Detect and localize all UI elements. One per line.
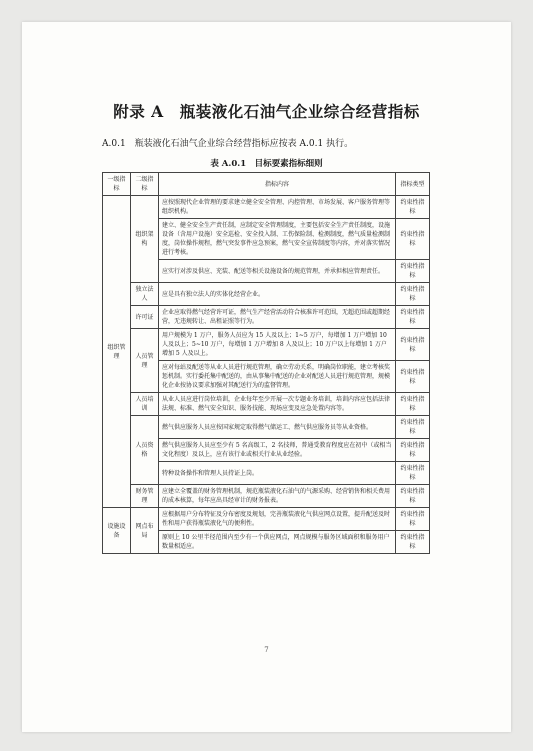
sub-network: 网点布局: [131, 508, 159, 554]
table-row: [103, 196, 430, 219]
sub-training: 人员培训: [131, 393, 159, 416]
row-content: 应根据用户分布特征及分布密度及规划，完善瓶装液化气供应网点设置，提升配送及时性和用户获得瓶装液化气的便利性。: [159, 508, 396, 531]
page-number: 7: [264, 646, 269, 654]
row-content: 建立、健全安全生产责任制，应制定安全管理制度，主要包括安全生产责任制度，设施设备（含用户设施）安全巡检、安全投入制、工伤保险制、检测制度，燃气质量检测制度，岗位操作规程，燃气突发事件应急预案，燃气安全宣传制度等内容，并对落实情况进行考核。: [159, 219, 396, 260]
group-org: 组织管理: [103, 196, 131, 508]
row-type: 约束性指标: [396, 508, 430, 531]
header-level1: 一级指标: [103, 173, 131, 196]
row-content: 应实行对涉及供应、充装、配送等相关设施设备的规范管理，并承担相应管理责任。: [159, 260, 396, 283]
table-caption: 表 A.0.1 目标要素指标细则: [210, 159, 323, 169]
document-page: [22, 22, 511, 732]
table-header-row: [103, 173, 430, 196]
row-type: 约束性指标: [396, 531, 430, 554]
row-type: 约束性指标: [396, 306, 430, 329]
row-type: 约束性指标: [396, 416, 430, 439]
row-content: 燃气供应服务人员应至少有 5 名高级工，2 名技师，普通受教育程度应在初中（或相当文化程度）及以上，应有该行业或相关行业从业经验。: [159, 439, 396, 462]
table-row: [103, 306, 430, 329]
header-type: 指标类型: [396, 173, 430, 196]
row-content: 用户规模为 1 万户，服务人员应为 15 人及以上；1~5 万户，每增加 1 万户增加 10 人及以上；5~10 万户，每增加 1 万户增加 8 人及以上；10 万户以上每增加 1 万户增加 5 人及以上。: [159, 329, 396, 361]
sub-legal: 独立法人: [131, 283, 159, 306]
header-content: 指标内容: [159, 173, 396, 196]
row-content: 原则上 10 公里半径范围内至少有一个供应网点，网点规模与服务区域面积和服务用户数量相适应。: [159, 531, 396, 554]
appendix-title: 附录 A 瓶装液化石油气企业综合经营指标: [113, 102, 420, 121]
row-type: 约束性指标: [396, 485, 430, 508]
sub-staff-mgmt: 人员管理: [131, 329, 159, 393]
row-type: 约束性指标: [396, 439, 430, 462]
table-row: [103, 393, 430, 416]
row-type: 约束性指标: [396, 196, 430, 219]
table-row: [103, 283, 430, 306]
row-content: 应建立全覆盖的财务管理机制，规范瓶装液化石油气的气源采购、经营销售和相关费用的成本核算，每年应出具经审计的财务报表。: [159, 485, 396, 508]
row-type: 约束性指标: [396, 283, 430, 306]
row-type: 约束性指标: [396, 219, 430, 260]
row-content: 特种设备操作和管理人员持证上岗。: [159, 462, 396, 485]
sub-finance: 财务管理: [131, 485, 159, 508]
row-type: 约束性指标: [396, 393, 430, 416]
table-row: [103, 416, 430, 439]
row-content: 燃气供应服务人员应按国家规定取得燃气储运工、燃气供应服务员等从业资格。: [159, 416, 396, 439]
row-content: 应对每站及配送等从业人员进行规范管理，确立劳动关系，明确岗位职能，建立考核奖惩机制。实行委托集中配送的，由从事集中配送的企业对配送人员进行规范管理，规模化企业按协议要求加强对其配送行为的监督管理。: [159, 361, 396, 393]
indicator-table: [102, 172, 430, 554]
row-type: 约束性指标: [396, 361, 430, 393]
sub-qualification: 人员资格: [131, 416, 159, 485]
row-type: 约束性指标: [396, 260, 430, 283]
row-type: 约束性指标: [396, 329, 430, 361]
row-content: 应按照现代企业管理的要求建立健全安全管理、内控管理、市场发展、客户服务管理等组织机构。: [159, 196, 396, 219]
row-content: 从业人员应进行岗位培训，企业每年至少开展一次专题业务培训，培训内容应包括法律法规、标准、燃气安全知识、服务技能、现场应变及应急处置内容等。: [159, 393, 396, 416]
sub-structure: 组织架构: [131, 196, 159, 283]
header-level2: 二级指标: [131, 173, 159, 196]
row-content: 企业应取得燃气经营许可证，燃气生产经营活动符合核准许可范围，无超范围或超期经营，无违规转让、出租证照等行为。: [159, 306, 396, 329]
table-row: [103, 485, 430, 508]
row-content: 应是具有独立法人的实体化经营企业。: [159, 283, 396, 306]
table-row: [103, 329, 430, 361]
group-facility: 设施设备: [103, 508, 131, 554]
row-type: 约束性指标: [396, 462, 430, 485]
sub-permit: 许可证: [131, 306, 159, 329]
intro-text: A.0.1 瓶装液化石油气企业综合经营指标应按表 A.0.1 执行。: [102, 139, 354, 149]
table-row: [103, 508, 430, 531]
